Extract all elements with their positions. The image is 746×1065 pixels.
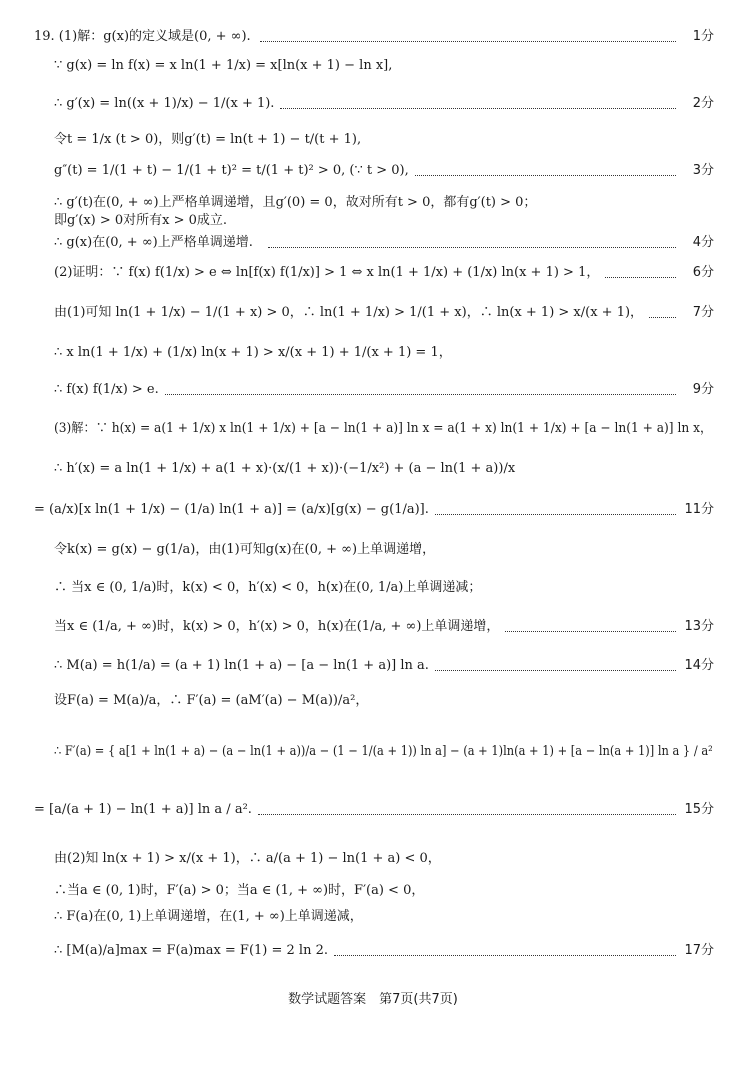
page-footer: 数学试题答案 第7页(共7页) xyxy=(288,992,458,1007)
leader-dots xyxy=(334,955,676,956)
leader-dots xyxy=(268,247,676,248)
leader-dots xyxy=(260,41,676,42)
line-text: ∴ g(x)在(0, + ∞)上严格单调递增. xyxy=(54,235,253,250)
score-label: 6分 xyxy=(692,265,714,280)
score-label: 7分 xyxy=(692,305,714,320)
leader-dots xyxy=(258,814,676,815)
score-label: 17分 xyxy=(684,943,714,958)
line-text: ∴ 当x ∈ (0, 1/a)时，k(x) < 0，h′(x) < 0，h(x)在(0, 1/a)上单调递减； xyxy=(54,580,482,595)
line-text: g″(t) = 1/(1 + t) − 1/(1 + t)² = t/(1 + t)² > 0, (∵ t > 0), xyxy=(54,163,409,178)
line-text: ∴当a ∈ (0, 1)时，F′(a) > 0；当a ∈ (1, + ∞)时，F′(a) < 0， xyxy=(54,883,425,898)
line-text: 由(2)知 ln(x + 1) > x/(x + 1)，∴ a/(a + 1) − ln(1 + a) < 0， xyxy=(54,851,441,866)
line-text: ∴ F′(a) = { a[1 + ln(1 + a) − (a − ln(1 + a))/a − (1 − 1/(a + 1)) ln a] − (a + 1)ln(a + 1) + [a − ln(a + 1)] ln a } / a² xyxy=(54,744,713,759)
line-text: 由(1)可知 ln(1 + 1/x) − 1/(1 + x) > 0，∴ ln(1 + 1/x) > 1/(1 + x)，∴ ln(x + 1) > x/(x + 1)， xyxy=(54,305,644,320)
line-text: 19. (1)解：g(x)的定义域是(0, + ∞). xyxy=(34,29,251,44)
leader-dots xyxy=(435,670,676,671)
score-label: 3分 xyxy=(692,163,714,178)
line-text: ∴ h′(x) = a ln(1 + 1/x) + a(1 + x)·(x/(1 + x))·(−1/x²) + (a − ln(1 + a))/x xyxy=(54,461,516,476)
line-text: ∴ g′(t)在(0, + ∞)上严格单调递增，且g′(0) = 0，故对所有t > 0，都有g′(t) > 0； xyxy=(54,195,537,210)
leader-dots xyxy=(280,108,676,109)
score-label: 4分 xyxy=(692,235,714,250)
line-text: ∴ F(a)在(0, 1)上单调递增，在(1, + ∞)上单调递减， xyxy=(54,909,363,924)
line-text: ∴ M(a) = h(1/a) = (a + 1) ln(1 + a) − [a − ln(1 + a)] ln a. xyxy=(54,658,429,673)
line-text: 令t = 1/x (t > 0)，则g′(t) = ln(t + 1) − t/(t + 1), xyxy=(54,132,362,147)
line-text: (2)证明：∵ f(x) f(1/x) > e ⇔ ln[f(x) f(1/x)] > 1 ⇔ x ln(1 + 1/x) + (1/x) ln(x + 1) > 1， xyxy=(54,265,600,280)
score-label: 1分 xyxy=(692,29,714,44)
line-text: ∴ x ln(1 + 1/x) + (1/x) ln(x + 1) > x/(x + 1) + 1/(x + 1) = 1， xyxy=(54,345,452,360)
line-text: ∴ f(x) f(1/x) > e. xyxy=(54,382,159,397)
leader-dots xyxy=(605,277,676,278)
line-text: ∴ [M(a)/a]max = F(a)max = F(1) = 2 ln 2. xyxy=(54,943,328,958)
leader-dots xyxy=(415,175,676,176)
score-label: 9分 xyxy=(692,382,714,397)
line-text: 当x ∈ (1/a, + ∞)时，k(x) > 0，h′(x) > 0，h(x)在(1/a, + ∞)上单调递增， xyxy=(54,619,500,634)
line-text: = [a/(a + 1) − ln(1 + a)] ln a / a². xyxy=(34,802,252,817)
score-label: 15分 xyxy=(684,802,714,817)
score-label: 11分 xyxy=(684,502,714,517)
line-text: = (a/x)[x ln(1 + 1/x) − (1/a) ln(1 + a)] = (a/x)[g(x) − g(1/a)]. xyxy=(34,502,429,517)
line-text: 设F(a) = M(a)/a，∴ F′(a) = (aM′(a) − M(a))/a²， xyxy=(54,693,369,708)
line-text: 即g′(x) > 0对所有x > 0成立. xyxy=(54,213,228,228)
line-text: (3)解：∵ h(x) = a(1 + 1/x) x ln(1 + 1/x) + [a − ln(1 + a)] ln x = a(1 + x) ln(1 + 1/x) + [a − ln(1 + a)] ln x， xyxy=(54,421,713,436)
score-label: 2分 xyxy=(692,96,714,111)
leader-dots xyxy=(505,631,676,632)
leader-dots xyxy=(649,317,676,318)
line-text: ∵ g(x) = ln f(x) = x ln(1 + 1/x) = x[ln(x + 1) − ln x], xyxy=(54,58,393,73)
score-label: 14分 xyxy=(684,658,714,673)
line-text: ∴ g′(x) = ln((x + 1)/x) − 1/(x + 1). xyxy=(54,96,275,111)
leader-dots xyxy=(435,514,676,515)
line-text: 令k(x) = g(x) − g(1/a)，由(1)可知g(x)在(0, + ∞)上单调递增， xyxy=(54,542,436,557)
leader-dots xyxy=(165,394,676,395)
score-label: 13分 xyxy=(684,619,714,634)
